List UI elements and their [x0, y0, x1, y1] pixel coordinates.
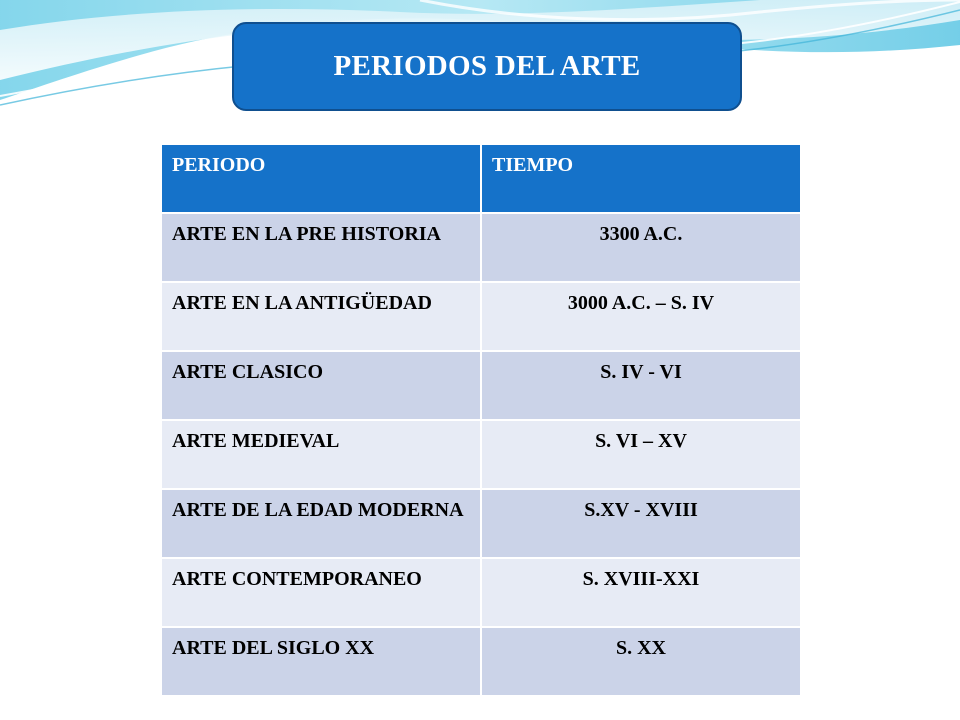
- header-period: PERIODO: [161, 144, 481, 213]
- table-row: [161, 627, 801, 696]
- time-cell: S. IV - VI: [481, 351, 801, 420]
- table-row: [161, 213, 801, 282]
- time-cell: S.XV - XVIII: [481, 489, 801, 558]
- period-cell: ARTE MEDIEVAL: [161, 420, 481, 489]
- header-time: TIEMPO: [481, 144, 801, 213]
- table-row: [161, 282, 801, 351]
- slide-title-text: PERIODOS DEL ARTE: [333, 50, 641, 82]
- period-cell: ARTE CONTEMPORANEO: [161, 558, 481, 627]
- periods-table: [160, 143, 802, 697]
- period-cell: ARTE EN LA PRE HISTORIA: [161, 213, 481, 282]
- time-cell: S. VI – XV: [481, 420, 801, 489]
- period-cell: ARTE CLASICO: [161, 351, 481, 420]
- time-cell: S. XVIII-XXI: [481, 558, 801, 627]
- table-row: [161, 351, 801, 420]
- table-row: [161, 558, 801, 627]
- table-header-row: [161, 144, 801, 213]
- time-cell: 3000 A.C. – S. IV: [481, 282, 801, 351]
- table-row: [161, 489, 801, 558]
- period-cell: ARTE DE LA EDAD MODERNA: [161, 489, 481, 558]
- table-row: [161, 420, 801, 489]
- slide-title: [232, 22, 742, 111]
- period-cell: ARTE DEL SIGLO XX: [161, 627, 481, 696]
- time-cell: S. XX: [481, 627, 801, 696]
- period-cell: ARTE EN LA ANTIGÜEDAD: [161, 282, 481, 351]
- time-cell: 3300 A.C.: [481, 213, 801, 282]
